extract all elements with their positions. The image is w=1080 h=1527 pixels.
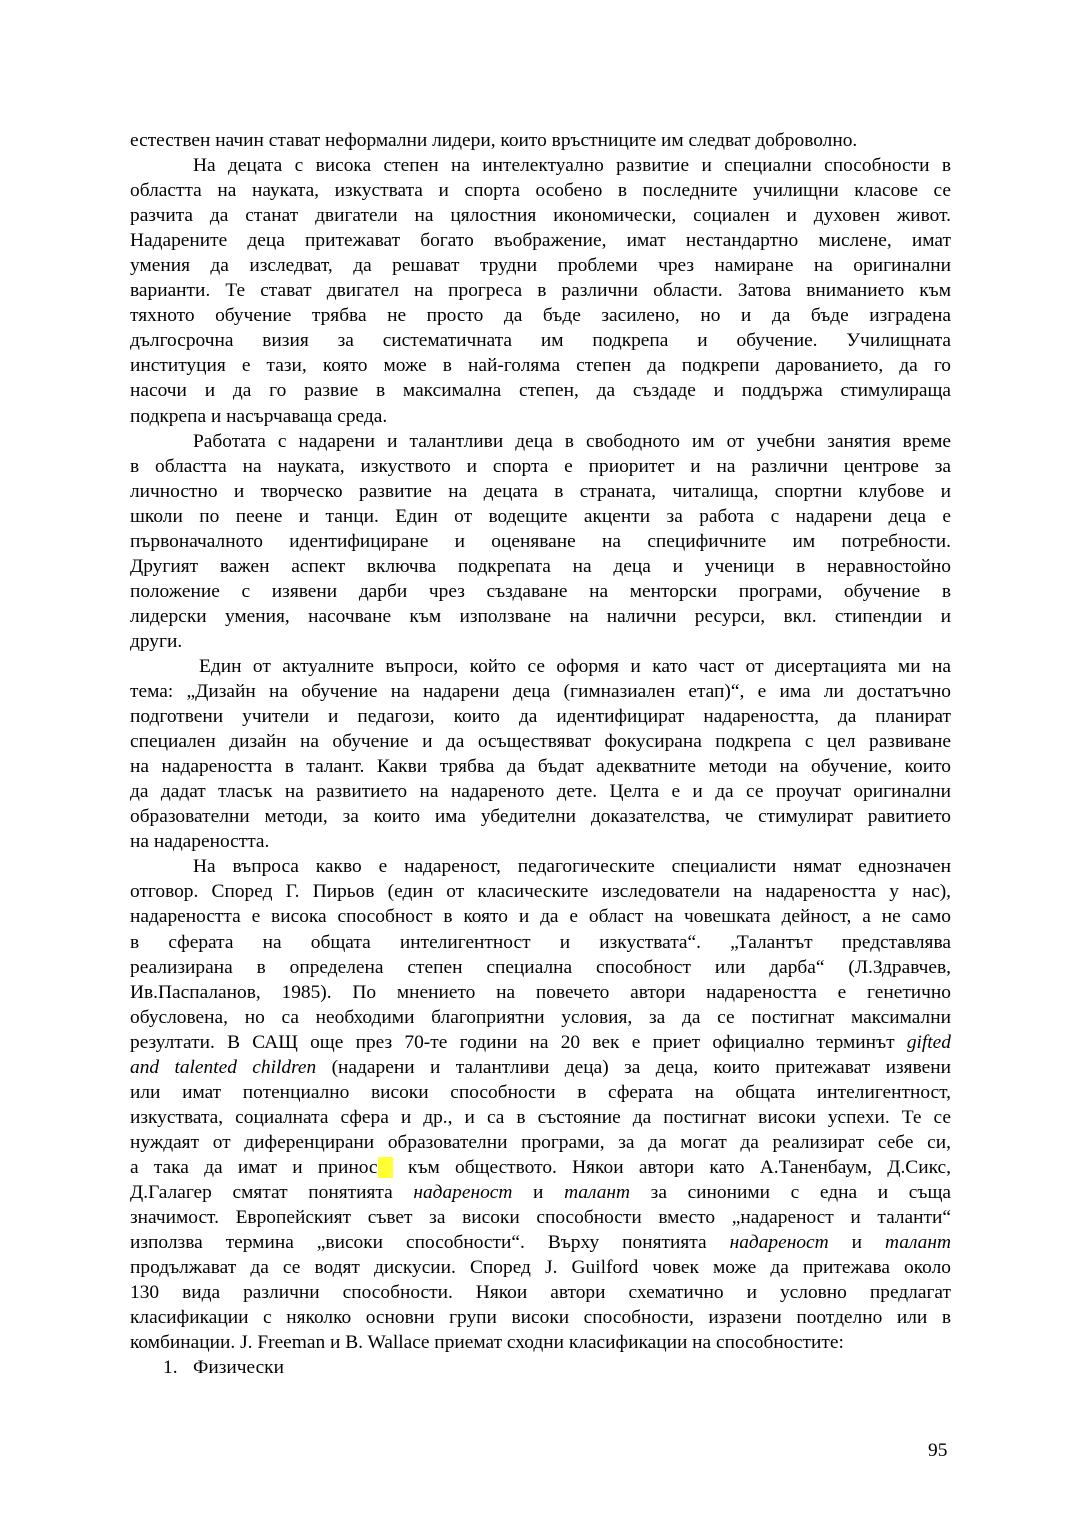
- text-line: На въпроса какво е надареност, педагогическите специалисти нямат еднозначен: [193, 856, 951, 878]
- text-line: насочи и да го развие в максимална степен, да създаде и поддържа стимулираща: [130, 380, 951, 402]
- text-line: да дадат тласък на развитието на надареното дете. Целта е и да се проучат оригинални: [130, 781, 951, 803]
- text-line: на надареността.: [130, 831, 270, 853]
- text-line: продължават да се водят дискусии. Според J. Guilford човек може да притежава около: [130, 1257, 951, 1279]
- text-line: варианти. Те стават двигател на прогреса в различни области. Затова вниманието към: [130, 280, 951, 302]
- text-line: лидерски умения, насочване към използване на налични ресурси, вкл. стипендии и: [130, 605, 951, 627]
- text-line: разчита да станат двигатели на цялостния икономически, социален и духовен живот.: [130, 205, 951, 227]
- text-line: първоначалното идентифициране и оценяване на специфичните им потребности.: [130, 530, 951, 552]
- text-run: Д.Галагер смятат понятията: [130, 1181, 414, 1203]
- text-line: на надареността в талант. Какви трябва да бъдат адекватните методи на обучение, които: [130, 756, 951, 778]
- text-line: [130, 1055, 951, 1080]
- list-item: [130, 1355, 951, 1380]
- text-line: обусловена, но са необходими благоприятни условия, за да се постигнат максимални: [130, 1006, 951, 1028]
- text-run: и: [828, 1232, 886, 1254]
- text-line: или имат потенциално високи способности в сферата на общата интелигентност,: [130, 1081, 951, 1103]
- text-line: тяхното обучение трябва не просто да бъде засилено, но и да бъде изградена: [130, 305, 951, 327]
- text-line: други.: [130, 630, 183, 652]
- text-line: положение с изявени дарби чрез създаване на менторски програми, обучение в: [130, 580, 951, 602]
- document-page: [130, 128, 951, 1380]
- text-line: 130 вида различни способности. Някои автори схематично и условно предлагат: [130, 1282, 951, 1304]
- text-line: институция е тази, която може в най-голяма степен да подкрепи дарованието, да го: [130, 355, 951, 377]
- text-line: дългосрочна визия за систематичната им подкрепа и обучение. Училищната: [130, 330, 951, 352]
- italic-term: талант: [885, 1232, 951, 1254]
- text-line: Един от актуалните въпроси, който се оформя и като част от дисертацията ми на: [199, 655, 951, 677]
- text-line: отговор. Според Г. Пирьов (един от класическите изследователи на надареността у нас),: [130, 881, 951, 903]
- text-line: нуждаят от диференцирани образователни програми, за да могат да реализират себе си,: [130, 1131, 951, 1153]
- text-line: надареността е висока способност в която и да е област на човешката дейност, а не само: [130, 906, 951, 928]
- italic-term: надареност: [413, 1181, 513, 1203]
- italic-term: надареност: [729, 1232, 829, 1254]
- text-run: (надарени и талантливи деца) за деца, които притежават изявени: [316, 1056, 951, 1078]
- text-line: школи по пеене и танци. Един от водещите акценти за работа с надарени деца е: [130, 505, 951, 527]
- text-line: в сферата на общата интелигентност и изкуствата“. „Талантът представлява: [130, 931, 951, 953]
- text-line: значимост. Европейският съвет за високи способности вместо „надареност и таланти“: [130, 1207, 951, 1229]
- italic-term: талант: [564, 1181, 631, 1203]
- text-line: умения да изследват, да решават трудни проблеми чрез намиране на оригинални: [130, 255, 951, 277]
- text-line: [130, 1030, 951, 1055]
- text-line: изкуствата, социалната сфера и др., и са в състояние да постигнат високи успехи. Те се: [130, 1106, 951, 1128]
- text-line: естествен начин стават неформални лидери, които връстниците им следват доброволно.: [130, 130, 858, 151]
- page-number: 95: [928, 1440, 948, 1461]
- text-run: използва термина „високи способности“. Върху понятията: [130, 1232, 730, 1254]
- text-line: [130, 1155, 951, 1180]
- text-line: подготвени учители и педагози, които да идентифицират надареността, да планират: [130, 706, 951, 728]
- text-line: Надарените деца притежават богато въображение, имат нестандартно мислене, имат: [130, 230, 951, 252]
- text-line: Работата с надарени и талантливи деца в свободното им от учебни занятия време: [193, 430, 951, 452]
- text-line: класификации с няколко основни групи високи способности, изразени поотделно или в: [130, 1307, 951, 1329]
- text-line: тема: „Дизайн на обучение на надарени деца (гимназиален етап)“, е има ли достатъчно: [130, 681, 951, 703]
- text-run: за синоними с една и съща: [630, 1181, 951, 1203]
- text-line: Другият важен аспект включва подкрепата на деца и ученици в неравностойно: [130, 555, 951, 577]
- text-line: комбинации. J. Freeman и B. Wallace приемат сходни класификации на способностите:: [130, 1332, 844, 1354]
- text-line: в областта на науката, изкуството и спорта е приоритет и на различни центрове за: [130, 455, 951, 477]
- text-line: личностно и творческо развитие на децата в страната, читалища, спортни клубове и: [130, 480, 951, 502]
- text-run: към обществото. Някои автори като А.Таненбаум, Д.Сикс,: [392, 1156, 951, 1178]
- text-line: [130, 1230, 951, 1255]
- text-run: резултати. В САЩ още през 70-те години на 20 век е приет официално терминът: [130, 1031, 907, 1053]
- text-line: образователни методи, за които има убедителни доказателства, че стимулират равитието: [130, 806, 951, 828]
- text-line: специален дизайн на обучение и да осъществяват фокусирана подкрепа с цел развиване: [130, 731, 951, 753]
- text-line: На децата с висока степен на интелектуално развитие и специални способности в: [193, 155, 951, 177]
- text-line: реализирана в определена степен специална способност или дарба“ (Л.Здравчев,: [130, 956, 951, 978]
- text-run: а така да имат и принос: [130, 1156, 378, 1178]
- italic-term: gifted: [906, 1031, 951, 1053]
- text-line: подкрепа и насърчаваща среда.: [130, 405, 388, 427]
- text-line: [130, 1180, 951, 1205]
- list-label: Физически: [193, 1357, 284, 1379]
- text-line: Ив.Паспаланов, 1985). По мнението на повечето автори надареността е генетично: [130, 981, 951, 1003]
- list-number: 1.: [163, 1357, 178, 1379]
- highlight-mark: [378, 1157, 393, 1178]
- text-run: и: [512, 1181, 565, 1203]
- text-line: областта на науката, изкуствата и спорта особено в последните училищни класове се: [130, 180, 951, 202]
- italic-term: and talented children: [130, 1056, 317, 1078]
